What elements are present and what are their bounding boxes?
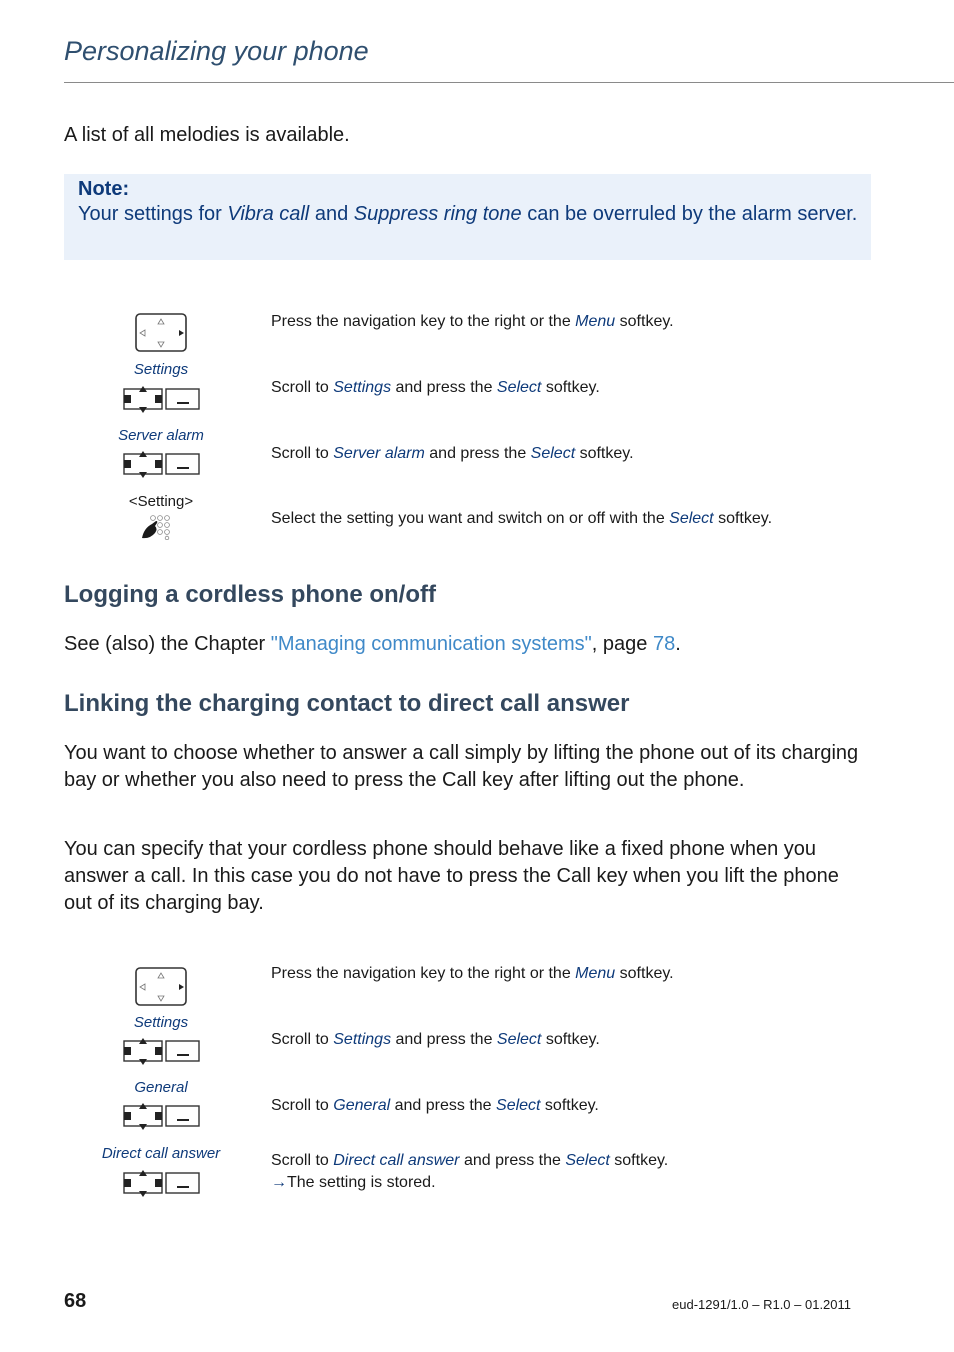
step-result <box>271 1172 436 1194</box>
step-emphasis: Select <box>530 445 576 462</box>
step-text-part: softkey. <box>615 965 674 982</box>
menu-item-label-direct-call-answer: Direct call answer <box>101 1145 221 1162</box>
step-text <box>271 1029 600 1051</box>
step-emphasis: Select <box>496 1031 542 1048</box>
step-text <box>271 1095 599 1117</box>
result-arrow-icon: → <box>271 1174 287 1191</box>
note-emphasis-suppress-ring-tone: Suppress ring tone <box>353 203 522 225</box>
step-text-part: Scroll to <box>271 379 334 396</box>
step-text-part: softkey. <box>541 379 600 396</box>
logging-see-also-text <box>64 631 681 658</box>
step-emphasis: Select <box>669 510 714 527</box>
menu-item-label-settings: Settings <box>133 1014 189 1031</box>
step-text-part: and press the <box>390 1097 497 1114</box>
note-emphasis-vibra-call: Vibra call <box>227 203 310 225</box>
step-text-part: Scroll to <box>271 445 334 462</box>
menu-item-label-settings: Settings <box>133 361 189 378</box>
step-emphasis: General <box>333 1097 391 1114</box>
chapter-link[interactable]: "Managing communication systems" <box>270 633 592 655</box>
step-text <box>271 508 772 530</box>
step-emphasis: Select <box>496 379 542 396</box>
keypad-hand-icon <box>141 514 175 540</box>
step-emphasis: Select <box>565 1152 610 1169</box>
step-text-part: Scroll to <box>271 1031 334 1048</box>
note-text-part: can be overruled by the alarm server. <box>521 203 858 225</box>
scroll-select-icon <box>123 1038 201 1066</box>
navigation-key-right-icon <box>135 313 189 353</box>
note-text <box>78 202 858 227</box>
linking-paragraph-2: You can specify that your cordless phone should behave like a fixed phone when you answer a call. In this case you do not have to press the Call key when you lift the phone out of its charging bay. <box>64 838 839 914</box>
step-emphasis: Select <box>496 1097 541 1114</box>
step-text-part: softkey. <box>575 445 634 462</box>
step-emphasis: Menu <box>575 965 616 982</box>
scroll-select-icon <box>123 1103 201 1131</box>
page-header-title: Personalizing your phone <box>64 36 369 66</box>
step-text <box>271 1150 668 1172</box>
step-text-part: Scroll to <box>271 1152 334 1169</box>
page-number: 68 <box>64 1290 87 1312</box>
step-text-part: softkey. <box>615 313 674 330</box>
note-box <box>64 174 871 260</box>
text-part: , page <box>591 633 653 655</box>
text-part: See (also) the Chapter <box>64 633 271 655</box>
step-text-part: softkey. <box>609 1152 669 1169</box>
note-text-part: and <box>309 203 354 225</box>
navigation-key-right-icon <box>135 967 189 1007</box>
step-text-part: and press the <box>391 1031 497 1048</box>
step-text-part: softkey. <box>713 510 773 527</box>
step-text-part: Press the navigation key to the right or the <box>271 965 576 982</box>
step-text <box>271 443 634 465</box>
step-text-part: Press the navigation key to the right or the <box>271 313 576 330</box>
page-link[interactable]: 78 <box>652 633 676 655</box>
step-text-part: and press the <box>424 445 531 462</box>
step-text-part: and press the <box>459 1152 566 1169</box>
section-heading-linking: Linking the charging contact to direct call answer <box>64 690 630 717</box>
step-text <box>271 311 674 333</box>
document-reference: eud-1291/1.0 – R1.0 – 01.2011 <box>672 1297 852 1312</box>
scroll-select-icon <box>123 451 201 479</box>
step-emphasis: Menu <box>575 313 616 330</box>
result-text: The setting is stored. <box>287 1174 436 1191</box>
note-text-part: Your settings for <box>78 203 228 225</box>
step-text-part: and press the <box>391 379 497 396</box>
step-text-part: Scroll to <box>271 1097 334 1114</box>
menu-item-label-server-alarm: Server alarm <box>118 427 204 444</box>
step-emphasis: Direct call answer <box>333 1152 460 1169</box>
scroll-select-icon <box>123 386 201 414</box>
note-heading: Note: <box>78 178 130 200</box>
header-divider <box>64 82 954 83</box>
setting-placeholder-label: <Setting> <box>128 493 194 510</box>
step-text <box>271 963 674 985</box>
intro-text: A list of all melodies is available. <box>64 124 350 146</box>
text-part: . <box>675 633 681 655</box>
step-text-part: softkey. <box>541 1031 600 1048</box>
step-text <box>271 377 600 399</box>
step-emphasis: Settings <box>333 1031 392 1048</box>
section-heading-logging: Logging a cordless phone on/off <box>64 581 436 608</box>
step-emphasis: Server alarm <box>333 445 425 462</box>
step-text-part: softkey. <box>540 1097 599 1114</box>
step-emphasis: Settings <box>333 379 392 396</box>
linking-paragraph-1: You want to choose whether to answer a call simply by lifting the phone out of its charging bay or whether you also need to press the Call key after lifting out the phone. <box>64 742 859 791</box>
scroll-select-icon <box>123 1170 201 1198</box>
step-text-part: Select the setting you want and switch on or off with the <box>271 510 670 527</box>
menu-item-label-general: General <box>134 1079 188 1096</box>
